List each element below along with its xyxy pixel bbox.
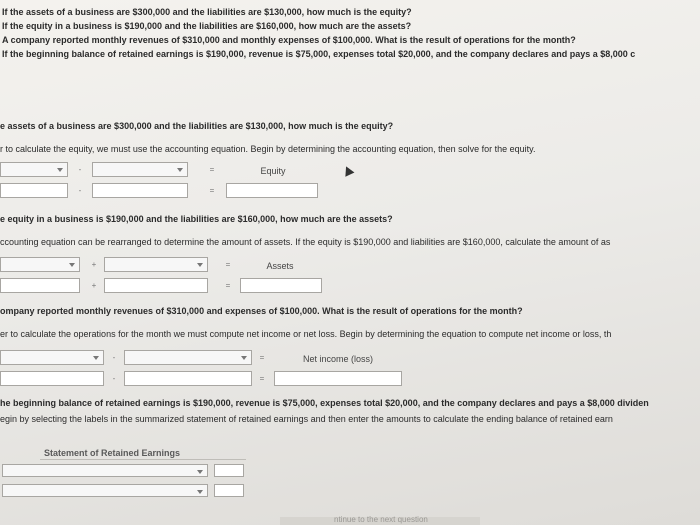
part-b-assets-input[interactable] <box>240 278 322 293</box>
part-b-row2-input-2[interactable] <box>104 278 208 293</box>
part-a-row1-op-2: = <box>209 165 215 174</box>
part-a-row1-dropdown-1[interactable] <box>0 162 68 177</box>
part-a-row1-dropdown-2[interactable] <box>92 162 188 177</box>
part-c-row2-input-2[interactable] <box>124 371 252 386</box>
part-a-row2-input-1[interactable] <box>0 183 68 198</box>
question-2: If the equity in a business is $190,000 and the liabilities are $160,000, how much are the assets? <box>2 21 412 31</box>
part-b-row1-dropdown-1[interactable] <box>0 257 80 272</box>
part-a-question: e assets of a business are $300,000 and the liabilities are $130,000, how much is the equity? <box>0 121 394 131</box>
part-a-instruction: r to calculate the equity, we must use the accounting equation. Begin by determining the accounting equation, then solve for the equity. <box>0 144 536 154</box>
part-c-row1-dropdown-1[interactable] <box>0 350 104 365</box>
part-c-question: ompany reported monthly revenues of $310,000 and expenses of $100,000. What is the result of operations for the month? <box>0 306 523 316</box>
part-a-row2-op-2: = <box>209 186 215 195</box>
part-c-row1-dropdown-2[interactable] <box>124 350 252 365</box>
equity-label: Equity <box>260 166 286 176</box>
net-income-label: Net income (loss) <box>302 354 374 364</box>
question-3: A company reported monthly revenues of $310,000 and monthly expenses of $100,000. What is the result of operations for the month? <box>2 35 576 45</box>
part-b-row1-op-2: = <box>225 260 231 269</box>
part-c-row2-input-1[interactable] <box>0 371 104 386</box>
part-c-net-income-input[interactable] <box>274 371 402 386</box>
part-a-row2-input-2[interactable] <box>92 183 188 198</box>
statement-divider <box>40 459 246 460</box>
part-c-row1-op-2: = <box>259 353 265 362</box>
part-b-row2-op-2: = <box>225 281 231 290</box>
statement-title: Statement of Retained Earnings <box>44 448 181 458</box>
part-b-row1-dropdown-2[interactable] <box>104 257 208 272</box>
part-a-row2-op-1: - <box>78 186 82 195</box>
question-1: If the assets of a business are $300,000 and the liabilities are $130,000, how much is the equity? <box>2 7 412 17</box>
part-c-row2-op-1: - <box>112 374 116 383</box>
part-b-row1-op-1: + <box>91 260 97 269</box>
mouse-cursor-icon <box>342 164 355 176</box>
part-c-row2-op-2: = <box>259 374 265 383</box>
part-d-question: he beginning balance of retained earnings is $190,000, revenue is $75,000, expenses total $20,000, and the company declares and pays a $8,000 dividen <box>0 398 649 408</box>
part-b-question: e equity in a business is $190,000 and the liabilities are $160,000, how much are the assets? <box>0 214 393 224</box>
part-a-equity-input[interactable] <box>226 183 318 198</box>
part-d-label-dropdown-2[interactable] <box>2 484 208 497</box>
part-c-row1-op-1: - <box>112 353 116 362</box>
part-d-amount-input-2[interactable] <box>214 484 244 497</box>
part-b-instruction: ccounting equation can be rearranged to determine the amount of assets. If the equity is $190,000 and liabilities are $160,000, calculate the amount of as <box>0 237 611 247</box>
part-c-instruction: er to calculate the operations for the month we must compute net income or net loss. Begin by determining the equation to compute net income or loss, th <box>0 329 612 339</box>
question-4: If the beginning balance of retained earnings is $190,000, revenue is $75,000, expenses total $20,000, and the company declares and pays a $8,000 c <box>2 49 636 59</box>
assets-label: Assets <box>266 261 294 271</box>
part-d-label-dropdown-1[interactable] <box>2 464 208 477</box>
part-d-amount-input-1[interactable] <box>214 464 244 477</box>
continue-next-question-link[interactable]: ntinue to the next question <box>334 515 428 524</box>
part-b-row2-input-1[interactable] <box>0 278 80 293</box>
part-d-instruction: egin by selecting the labels in the summarized statement of retained earnings and then enter the amounts to calculate the ending balance of retained earn <box>0 414 613 424</box>
part-b-row2-op-1: + <box>91 281 97 290</box>
part-a-row1-op-1: - <box>78 165 82 174</box>
